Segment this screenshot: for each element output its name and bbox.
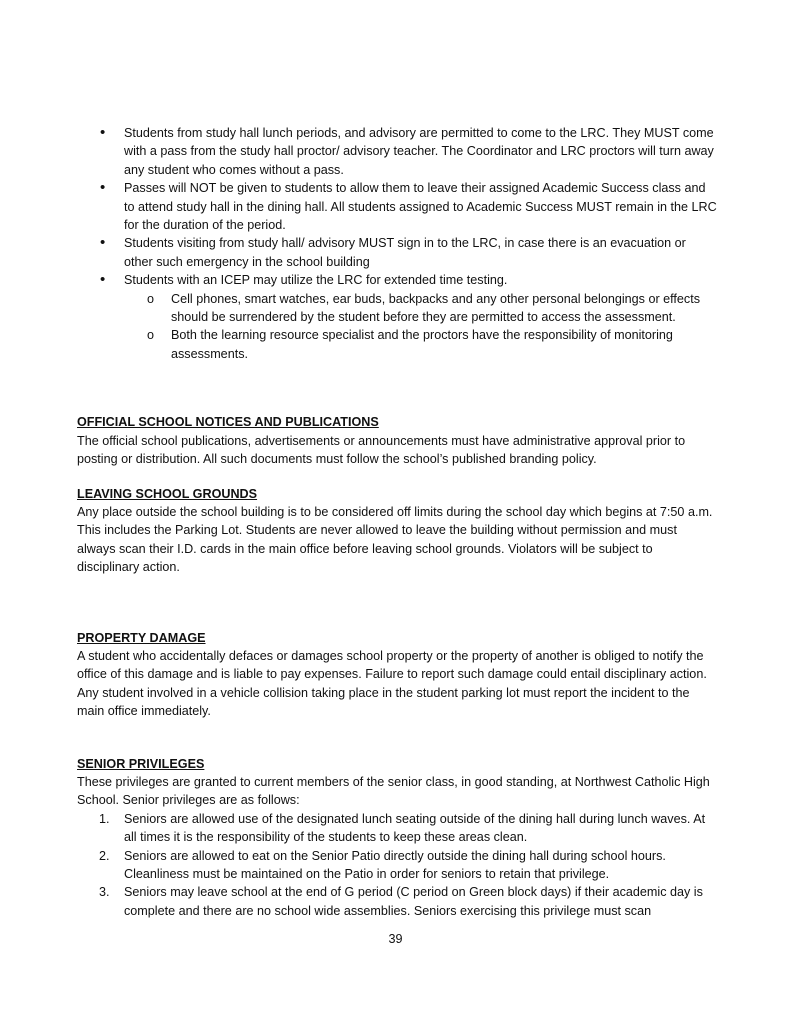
- bullet-glyph: •: [100, 179, 106, 197]
- list-item: [77, 124, 717, 179]
- list-item-text: Seniors are allowed use of the designated lunch seating outside of the dining hall during lunch waves. At all times it is the responsibility of the students to keep these areas clean.: [124, 811, 706, 845]
- section-body: The official school publications, advertisements or announcements must have administrative approval prior to posting or distribution. All such documents must follow the school’s published branding policy.: [77, 433, 686, 467]
- list-item-text: Students from study hall lunch periods, and advisory are permitted to come to the LRC. They MUST come with a pass from the study hall proctor/ advisory teacher. The Coordinator and LRC proctors will turn away any student who comes without a pass.: [124, 126, 714, 177]
- sub-list-item-text: Both the learning resource specialist and the proctors have the responsibility of monitoring assessments.: [171, 328, 673, 361]
- section-heading: OFFICIAL SCHOOL NOTICES AND PUBLICATIONS: [77, 415, 379, 430]
- section-body: These privileges are granted to current members of the senior class, in good standing, at Northwest Catholic High School. Senior privileges are as follows:: [77, 774, 710, 808]
- section-heading: PROPERTY DAMAGE: [77, 630, 206, 645]
- list-item: [77, 234, 717, 271]
- list-item: [77, 847, 717, 884]
- page-number: 39: [388, 932, 403, 946]
- list-item-text: Passes will NOT be given to students to allow them to leave their assigned Academic Success class and to attend study hall in the dining hall. All students assigned to Academic Success MUST remain in the LRC for the duration of the period.: [124, 181, 717, 233]
- lrc-bullet-list: [77, 124, 717, 363]
- item-number: 3.: [99, 885, 110, 900]
- item-number: 1.: [99, 811, 110, 826]
- section-body: Any place outside the school building is to be considered off limits during the school day which begins at 7:50 a.m. This includes the Parking Lot. Students are never allowed to leave the building without permission and must always scan their I.D. cards in the main office before leaving school grounds. Violators will be subject to disciplinary action.: [77, 504, 713, 575]
- sub-list-item: [77, 326, 717, 363]
- list-item-text: Seniors may leave school at the end of G period (C period on Green block days) if their academic day is complete and there are no school wide assemblies. Seniors exercising this privilege must scan: [124, 885, 703, 918]
- bullet-glyph: •: [100, 271, 106, 289]
- sub-list-item-text: Cell phones, smart watches, ear buds, backpacks and any other personal belongings or effects should be surrendered by the student before they are permitted to access the assessment.: [171, 291, 701, 325]
- list-item: [77, 271, 717, 363]
- bullet-glyph: •: [100, 124, 106, 141]
- section-property-damage: [77, 629, 717, 721]
- list-item: [77, 883, 717, 920]
- list-item: [77, 179, 717, 234]
- senior-privileges-list: [77, 810, 717, 920]
- section-body: A student who accidentally defaces or damages school property or the property of another is obliged to notify the office of this damage and is liable to pay expenses. Failure to report such damage could entail disciplinary action. Any student involved in a vehicle collision taking place in the student parking lot must report the incident to the main office immediately.: [77, 648, 707, 719]
- sub-bullet-glyph: o: [147, 291, 155, 306]
- sub-list-item: [77, 290, 717, 327]
- list-item-text: Students visiting from study hall/ advisory MUST sign in to the LRC, in case there is an evacuation or other such emergency in the school building: [124, 236, 686, 269]
- list-item-text: Seniors are allowed to eat on the Senior Patio directly outside the dining hall during school hours. Cleanliness must be maintained on the Patio in order for seniors to retain that privilege.: [124, 848, 666, 881]
- list-item-text: Students with an ICEP may utilize the LRC for extended time testing.: [124, 273, 508, 288]
- section-heading: LEAVING SCHOOL GROUNDS: [77, 486, 258, 501]
- section-heading: SENIOR PRIVILEGES: [77, 756, 205, 771]
- section-leaving-grounds: [77, 485, 717, 577]
- bullet-glyph: •: [100, 234, 106, 252]
- list-item: [77, 810, 717, 847]
- document-page: [77, 124, 717, 920]
- item-number: 2.: [99, 848, 110, 863]
- sub-bullet-glyph: o: [147, 328, 155, 343]
- section-senior-privileges: [77, 755, 717, 921]
- icep-sub-list: [77, 290, 717, 364]
- section-school-notices: [77, 413, 717, 468]
